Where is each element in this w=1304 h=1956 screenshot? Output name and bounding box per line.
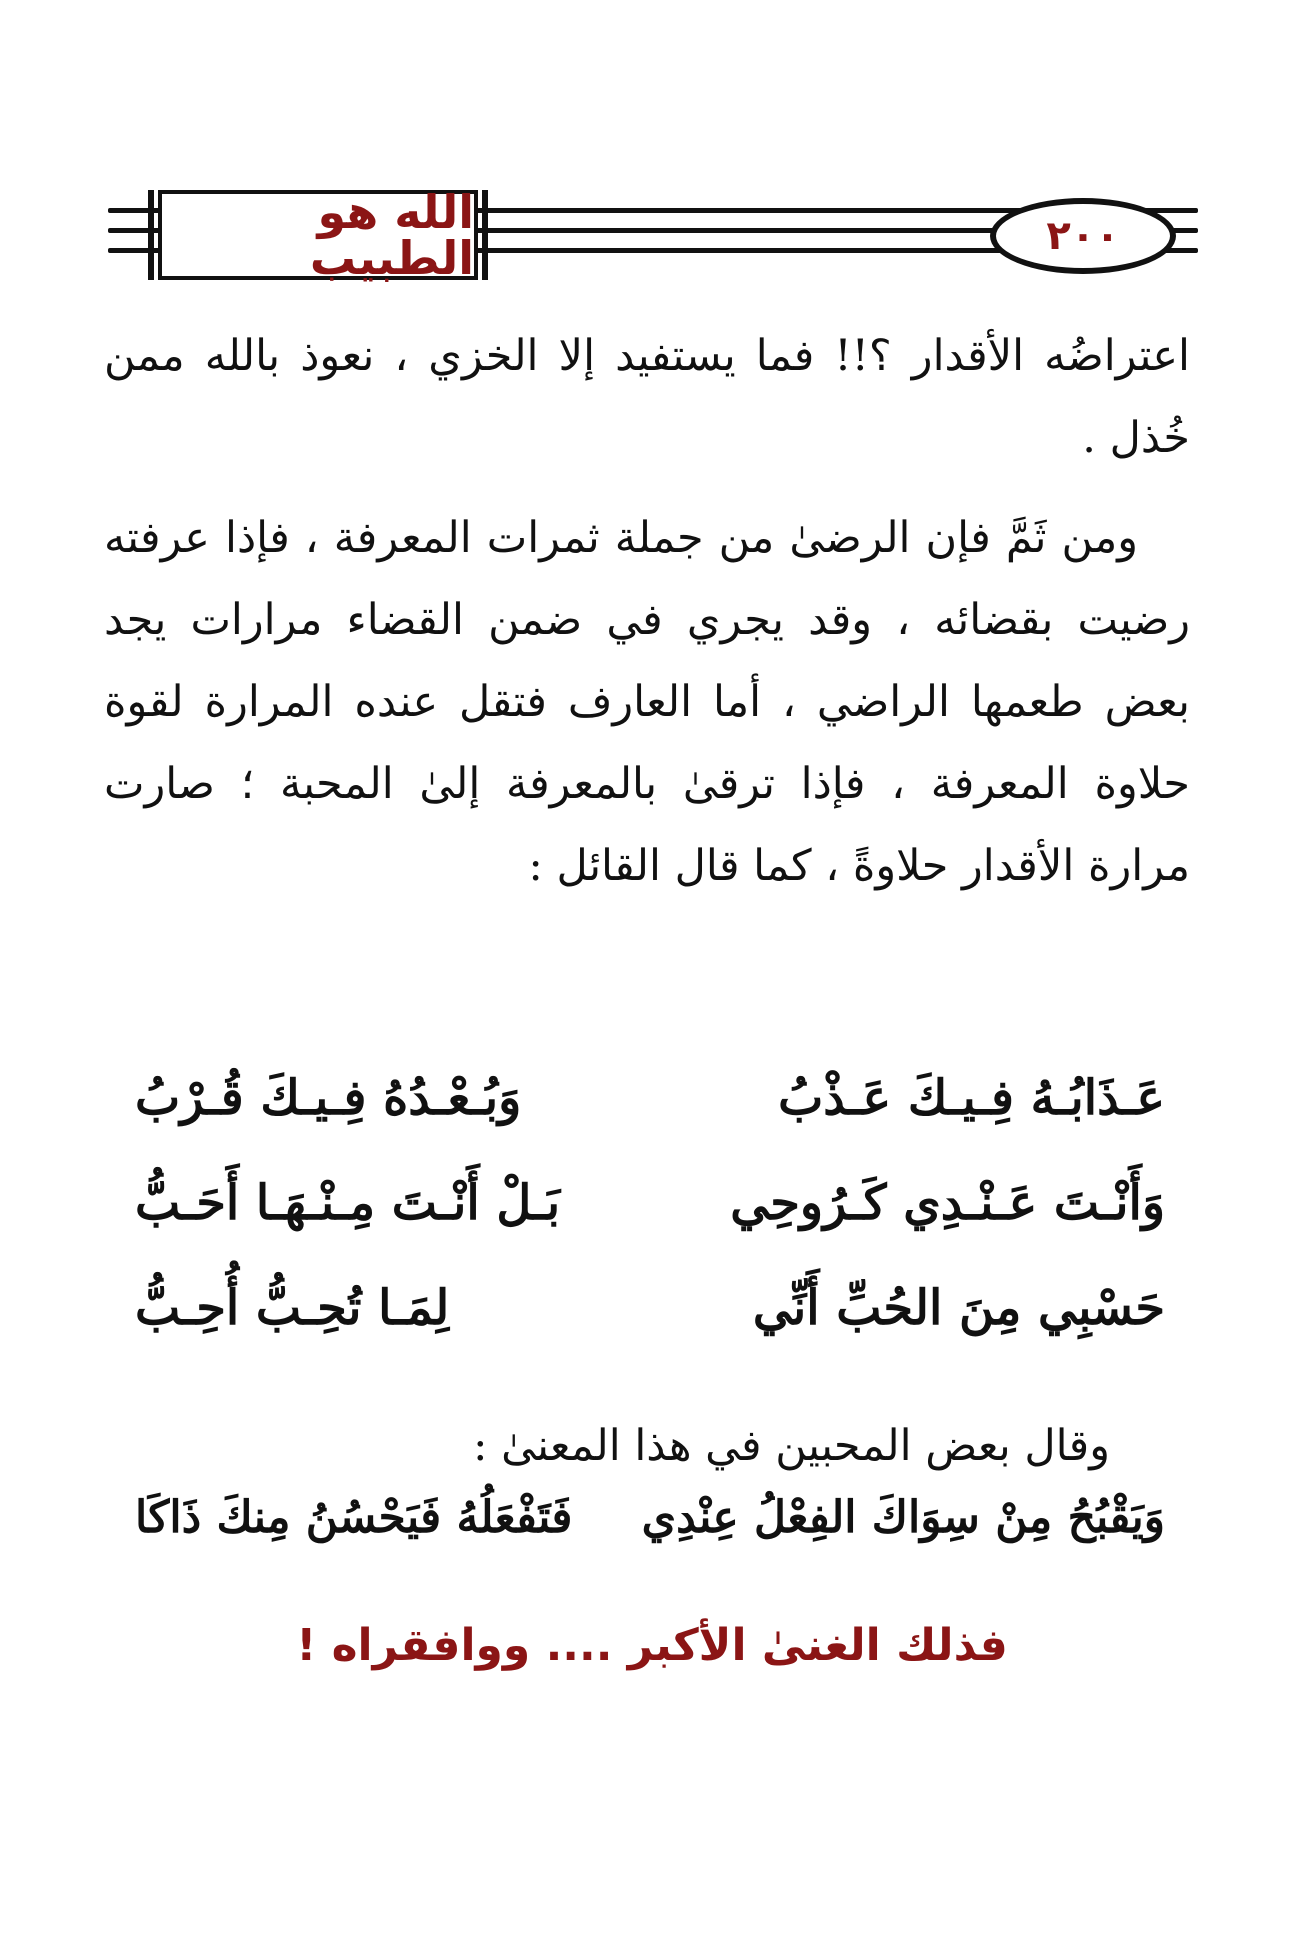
verse-second-hemistich: فَتَفْعَلُهُ فَيَحْسُنُ مِنكَ ذَاكَا xyxy=(135,1492,573,1543)
verse-first-hemistich: وَأَنْـتَ عَـنْـدِي كَـرُوحِي xyxy=(730,1175,1165,1231)
verse-line xyxy=(135,1070,1165,1126)
verse-second-hemistich: لِمَـا تُحِـبُّ أُحِـبُّ xyxy=(135,1280,450,1336)
body-text xyxy=(104,315,1190,925)
verse-first-hemistich: حَسْبِي مِنَ الحُبِّ أَنِّي xyxy=(752,1280,1165,1336)
verse-line xyxy=(135,1280,1165,1336)
verse-line xyxy=(135,1492,1165,1543)
closing-line: فذلك الغنىٰ الأكبر .... ووافقراه ! xyxy=(296,1620,1008,1671)
running-title-box xyxy=(158,185,478,285)
verse-intro: وقال بعض المحبين في هذا المعنىٰ : xyxy=(473,1421,1110,1471)
verse-line xyxy=(135,1175,1165,1231)
page-number: ٢٠٠ xyxy=(1046,213,1120,259)
page-header xyxy=(108,184,1198,288)
verse-first-hemistich: عَـذَابُـهُ فِـيـكَ عَـذْبُ xyxy=(778,1070,1165,1126)
running-title: الله هو الطبيب xyxy=(309,185,474,285)
verse-second-hemistich: بَـلْ أَنْـتَ مِـنْـهَـا أَحَـبُّ xyxy=(135,1175,561,1231)
paragraph: ومن ثَمَّ فإن الرضىٰ من جملة ثمرات المعرفة ، فإذا عرفته رضيت بقضائه ، وقد يجري في ضمن القضاء مرارات يجد بعض طعمها الراضي ، أما العارف فتقل عنده المرارة لقوة حلاوة المعرفة ، فإذا ترقىٰ بالمعرفة إلىٰ المحبة ؛ صارت مرارة الأقدار حلاوةً ، كما قال القائل : xyxy=(104,513,1190,891)
page-number-oval xyxy=(990,198,1176,274)
verse-second-hemistich: وَبُـعْـدُهُ فِـيـكَ قُـرْبُ xyxy=(135,1070,522,1126)
paragraph: اعتراضُه الأقدار ؟!! فما يستفيد إلا الخزي ، نعوذ بالله ممن خُذل . xyxy=(104,331,1190,463)
verse-first-hemistich: وَيَقْبُحُ مِنْ سِوَاكَ الفِعْلُ عِنْدِي xyxy=(641,1492,1165,1543)
